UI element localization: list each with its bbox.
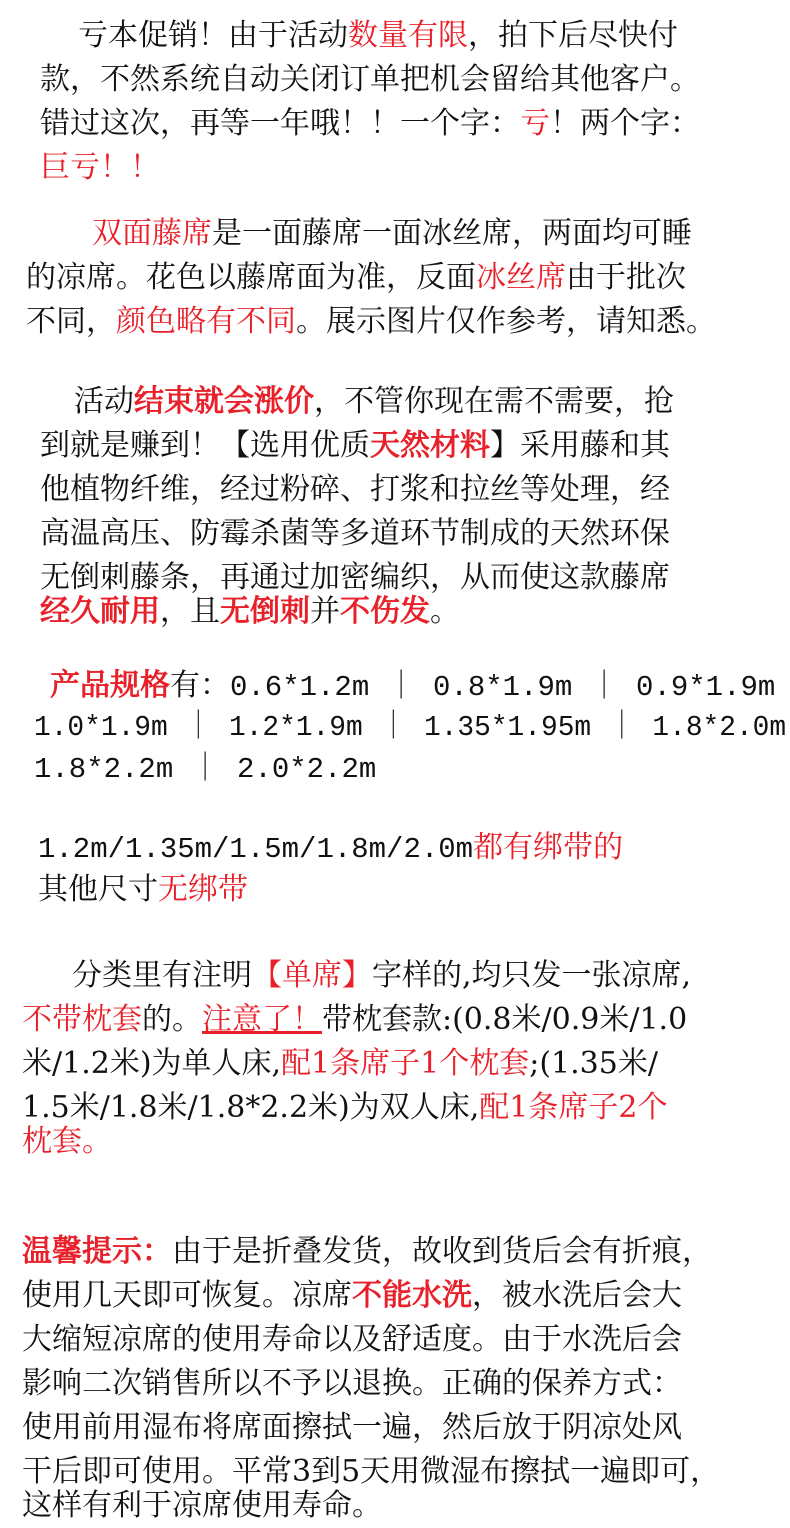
text: ，且 <box>160 594 220 629</box>
text: 无倒刺藤条，再通过加密编织，从而使这款藤席 <box>40 560 670 595</box>
double-sided-line-1 <box>92 212 692 256</box>
specs-label: 产品规格 <box>50 668 170 703</box>
highlight-huge-loss: 巨亏！！ <box>40 150 160 185</box>
text: 活动 <box>74 384 134 419</box>
text: 米/1.2米)为单人床, <box>22 1046 282 1081</box>
text: 带枕套款:(0.8米/0.9米/1.0 <box>322 1002 688 1037</box>
text: ，不管你现在需不需要，抢 <box>314 384 674 419</box>
double-sided-line-3 <box>26 300 716 344</box>
highlight-ice-silk: 冰丝席 <box>476 260 566 295</box>
material-line-1 <box>74 380 674 424</box>
pillow-line-5 <box>22 1120 112 1164</box>
text: 。 <box>430 594 460 629</box>
text: 大缩短凉席的使用寿命以及舒适度。由于水洗后会 <box>22 1322 682 1357</box>
highlight-no-pillowcase: 不带枕套 <box>22 1002 142 1037</box>
text: 款，不然系统自动关闭订单把机会留给其他客户。 <box>40 62 700 97</box>
highlight-price-rise: 结束就会涨价 <box>134 384 314 419</box>
specs-line-2 <box>34 706 786 750</box>
text: ，拍下后尽快付 <box>468 18 678 53</box>
pillow-line-1 <box>72 954 691 998</box>
specs-line-1 <box>50 664 775 710</box>
pillow-line-2 <box>22 998 687 1042</box>
specs-sizes-row-2: 1.0*1.9m ｜ 1.2*1.9m ｜ 1.35*1.95m ｜ 1.8*2.0m <box>34 711 787 744</box>
double-sided-line-2 <box>26 256 686 300</box>
text: 影响二次销售所以不予以退换。正确的保养方式： <box>22 1366 682 1401</box>
specs-sizes-row-3: 1.8*2.2m ｜ 2.0*2.2m <box>34 753 377 786</box>
highlight-natural-material: 天然材料 <box>370 428 490 463</box>
text: 这样有利于凉席使用寿命。 <box>22 1488 382 1523</box>
text: 分类里有注明 <box>72 958 252 993</box>
pillow-line-4 <box>22 1086 667 1130</box>
pillow-line-3 <box>22 1042 658 1086</box>
highlight-two-pillowcases: 配1条席子2个 <box>479 1090 668 1125</box>
text: 高温高压、防霉杀菌等多道环节制成的天然环保 <box>40 516 670 551</box>
material-line-2 <box>40 424 670 468</box>
tips-line-5 <box>22 1406 682 1450</box>
tips-line-1 <box>22 1230 712 1274</box>
material-line-4 <box>40 512 670 556</box>
text: 他植物纤维，经过粉碎、打浆和拉丝等处理，经 <box>40 472 670 507</box>
text: 的。 <box>142 1002 202 1037</box>
text: ！两个字： <box>550 106 700 141</box>
highlight-pillowcase-end: 枕套。 <box>22 1124 112 1159</box>
text: 】采用藤和其 <box>490 428 670 463</box>
tips-line-2 <box>22 1274 682 1318</box>
text: 并 <box>310 594 340 629</box>
tips-line-4 <box>22 1362 682 1406</box>
highlight-with-straps: 都有绑带的 <box>473 830 624 865</box>
text: 是一面藤席一面冰丝席，两面均可睡 <box>212 216 692 251</box>
text: 由于是折叠发货，故收到货后会有折痕， <box>172 1234 712 1269</box>
text: ，被水洗后会大 <box>472 1278 682 1313</box>
text: 使用几天即可恢复。凉席 <box>22 1278 352 1313</box>
promo-line-3 <box>40 102 700 146</box>
text: 不同， <box>26 304 116 339</box>
text: 1.5米/1.8米/1.8*2.2米)为双人床, <box>22 1090 480 1125</box>
text: 其他尺寸 <box>38 872 158 907</box>
text: ;(1.35米/ <box>529 1046 658 1081</box>
promo-line-4 <box>40 146 160 190</box>
strap-sizes: 1.2m/1.35m/1.5m/1.8m/2.0m <box>38 833 474 866</box>
highlight-one-pillowcase: 配1条席子1个枕套 <box>281 1046 530 1081</box>
straps-line-2 <box>38 868 248 912</box>
tips-line-3 <box>22 1318 682 1362</box>
highlight-no-hair-damage: 不伤发 <box>340 594 430 629</box>
highlight-no-barbs: 无倒刺 <box>220 594 310 629</box>
tips-line-7 <box>22 1484 382 1528</box>
text: 到就是赚到！【选用优质 <box>40 428 370 463</box>
highlight-durable: 经久耐用 <box>40 594 160 629</box>
text: 干后即可使用。平常3到5天用微湿布擦拭一遍即可， <box>22 1454 721 1489</box>
text: 亏本促销！由于活动 <box>78 18 348 53</box>
highlight-loss: 亏 <box>520 106 550 141</box>
promo-line-1 <box>78 14 678 58</box>
specs-suffix: 有： <box>170 668 230 703</box>
highlight-no-washing: 不能水洗 <box>352 1278 472 1313</box>
straps-line-1 <box>38 826 623 872</box>
text: 使用前用湿布将席面擦拭一遍，然后放于阴凉处风 <box>22 1410 682 1445</box>
text: 字样的,均只发一张凉席, <box>372 958 692 993</box>
highlight-single-mat: 【单席】 <box>252 958 372 993</box>
material-line-6 <box>40 590 460 634</box>
text: 。展示图片仅作参考，请知悉。 <box>296 304 716 339</box>
specs-line-3 <box>34 748 376 792</box>
highlight-color-differ: 颜色略有不同 <box>116 304 296 339</box>
tips-label: 温馨提示： <box>22 1234 172 1269</box>
highlight-double-sided: 双面藤席 <box>92 216 212 251</box>
material-line-3 <box>40 468 670 512</box>
highlight-limited-quantity: 数量有限 <box>348 18 468 53</box>
highlight-no-straps: 无绑带 <box>158 872 248 907</box>
text: 的凉席。花色以藤席面为准，反面 <box>26 260 476 295</box>
highlight-attention: 注意了！ <box>202 1002 322 1037</box>
text: 错过这次，再等一年哦！！一个字： <box>40 106 520 141</box>
promo-line-2 <box>40 58 700 102</box>
text: 由于批次 <box>566 260 686 295</box>
specs-sizes-row-1: 0.6*1.2m ｜ 0.8*1.9m ｜ 0.9*1.9m <box>230 671 776 704</box>
